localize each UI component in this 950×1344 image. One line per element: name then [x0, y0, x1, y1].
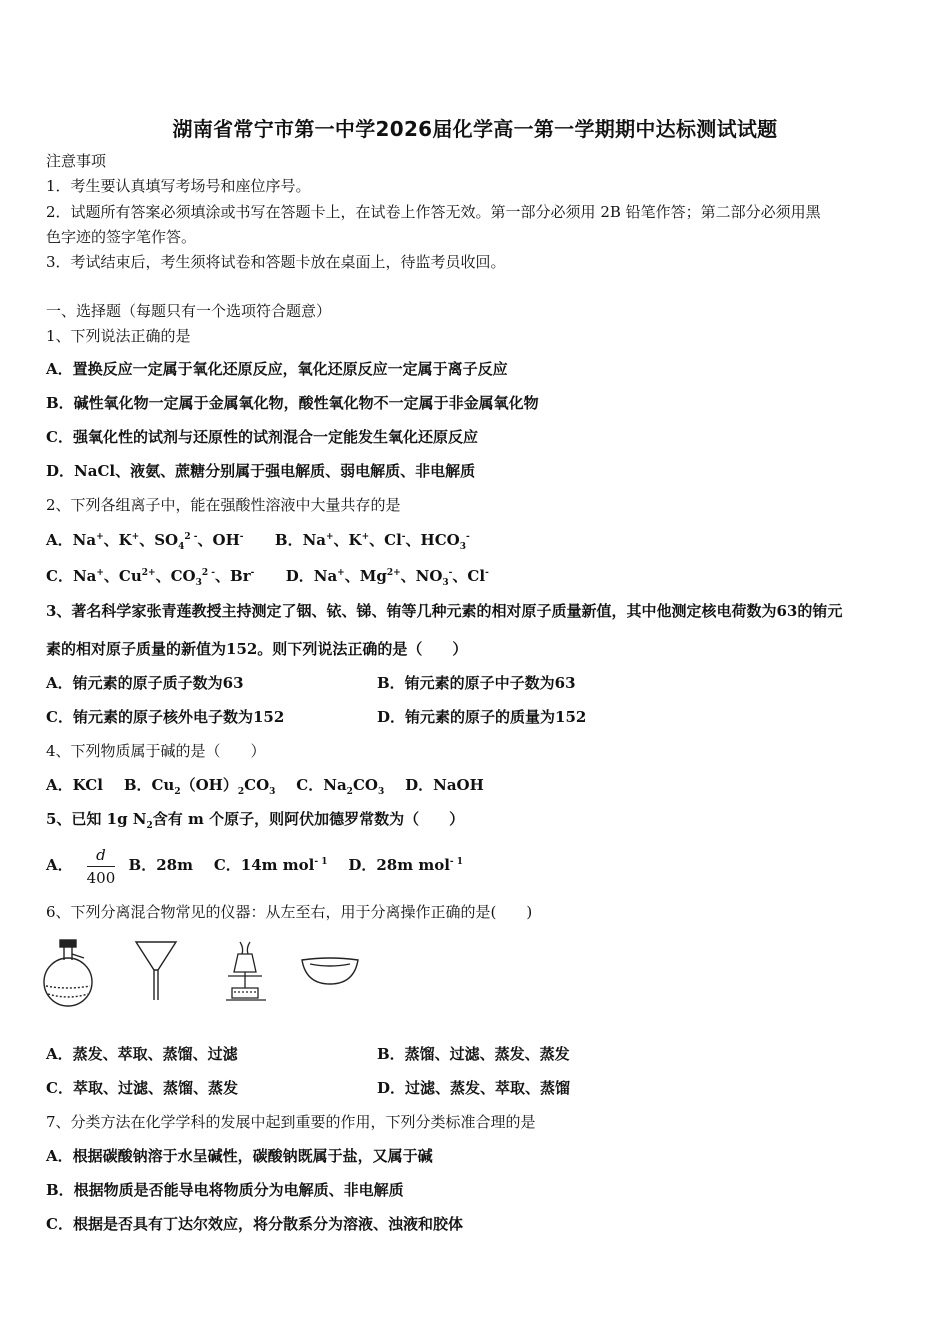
question-4-option-a: A．KCl — [46, 776, 103, 794]
notice-heading: 注意事项 — [46, 152, 107, 170]
question-2-option-d: D．Na+、$Mg^{2+}$、$NO_3^-$、Cl- — [285, 567, 489, 588]
question-3-option-c: C．铕元素的原子核外电子数为152 — [46, 708, 285, 726]
question-3-option-b: B．铕元素的原子中子数为63 — [377, 674, 576, 692]
question-5-option-b: B．28m — [128, 856, 193, 874]
question-5-option-d: D．28m mol$^{- 1}$ — [348, 856, 464, 874]
question-6-option-b: B．蒸馏、过滤、蒸发、蒸发 — [377, 1045, 570, 1063]
question-5-stem: 5、已知 1g $N_2$含有 m 个原子，则阿伏加德罗常数为（ ） — [46, 810, 465, 831]
notice-item-2: 2．试题所有答案必须填涂或书写在答题卡上，在试卷上作答无效。第一部分必须用 2B 铅笔作答；第二部分必须用黑 — [46, 203, 821, 221]
question-1-option-c: C．强氧化性的试剂与还原性的试剂混合一定能发生氧化还原反应 — [46, 428, 478, 446]
page-title: 湖南省常宁市第一中学2026届化学高一第一学期期中达标测试试题 — [172, 117, 778, 141]
evaporating-dish-icon — [302, 958, 358, 984]
separatory-funnel-icon — [226, 942, 266, 1000]
notice-item-2-cont: 色字迹的签字笔作答。 — [46, 228, 197, 246]
notice-item-3: 3．考试结束后，考生须将试卷和答题卡放在桌面上，待监考员收回。 — [46, 253, 506, 271]
question-6-option-d: D．过滤、蒸发、萃取、蒸馏 — [377, 1079, 571, 1097]
question-6-stem: 6、下列分离混合物常见的仪器：从左至右，用于分离操作正确的是( ) — [46, 903, 533, 921]
question-6-option-c: C．萃取、过滤、蒸馏、蒸发 — [46, 1079, 238, 1097]
question-2-option-c: C．Na+、$Cu^{2+}$、$CO_3^{2 -}$、Br- — [46, 567, 255, 588]
fraction: $\frac{d}{400}$ — [86, 845, 116, 887]
question-5-option-c: C．14m mol$^{- 1}$ — [213, 856, 328, 874]
question-7-stem: 7、分类方法在化学学科的发展中起到重要的作用，下列分类标准合理的是 — [46, 1113, 536, 1131]
section-heading: 一、选择题（每题只有一个选项符合题意） — [46, 302, 332, 320]
question-4-stem: 4、下列物质属于碱的是（ ） — [46, 742, 266, 760]
question-7-option-b: B．根据物质是否能导电将物质分为电解质、非电解质 — [46, 1181, 404, 1199]
lab-instruments-figure — [40, 938, 370, 1008]
question-3-stem: 3、著名科学家张青莲教授主持测定了铟、铱、锑、铕等几种元素的相对原子质量新值，其中他测定核电荷数为63的铕元 — [46, 602, 843, 620]
question-4-option-c: C．$Na_2CO_3$ — [296, 776, 385, 797]
question-2-option-a: A．Na+、K+、$SO_4^{2 -}$、OH- — [46, 531, 244, 552]
question-1-option-a: A．置换反应一定属于氧化还原反应，氧化还原反应一定属于离子反应 — [46, 360, 508, 378]
question-6-option-a: A．蒸发、萃取、蒸馏、过滤 — [46, 1045, 238, 1063]
question-2-options-ab — [46, 530, 470, 550]
funnel-icon — [136, 942, 176, 1000]
question-2-stem: 2、下列各组离子中，能在强酸性溶液中大量共存的是 — [46, 496, 401, 514]
question-5-option-a: A． $\frac{d}{400}$ — [46, 845, 116, 887]
question-7-option-c: C．根据是否具有丁达尔效应，将分散系分为溶液、浊液和胶体 — [46, 1215, 463, 1233]
question-2-option-b: B．Na+、K+、Cl-、$HCO_3^-$ — [274, 531, 470, 552]
question-3-option-d: D．铕元素的原子的质量为152 — [377, 708, 587, 726]
distillation-flask-icon — [44, 940, 92, 1006]
question-1-option-b: B．碱性氧化物一定属于金属氧化物，酸性氧化物不一定属于非金属氧化物 — [46, 394, 539, 412]
question-1-stem: 1、下列说法正确的是 — [46, 327, 191, 345]
question-3-option-a: A．铕元素的原子质子数为63 — [46, 674, 244, 692]
question-5-options — [46, 844, 463, 887]
question-7-option-a: A．根据碳酸钠溶于水呈碱性，碳酸钠既属于盐，又属于碱 — [46, 1147, 433, 1165]
notice-item-1: 1．考生要认真填写考场号和座位序号。 — [46, 177, 311, 195]
question-4-options — [46, 775, 484, 795]
question-3-options-ab — [46, 673, 244, 693]
question-2-options-cd — [46, 566, 489, 586]
question-4-option-b: B．$Cu_2(OH)_2CO_3$ — [123, 776, 276, 797]
question-4-option-d: D．NaOH — [405, 776, 484, 794]
question-3-stem-cont: 素的相对原子质量的新值为152。则下列说法正确的是（ ） — [46, 640, 468, 658]
question-1-option-d: D．NaCl、液氨、蔗糖分别属于强电解质、弱电解质、非电解质 — [46, 462, 476, 480]
